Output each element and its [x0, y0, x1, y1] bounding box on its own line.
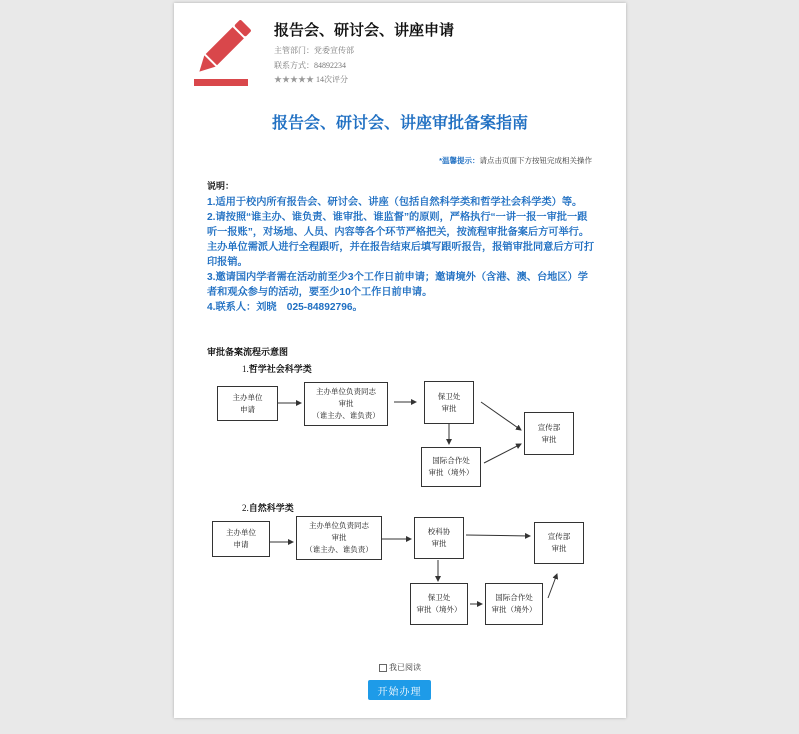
- start-button[interactable]: 开始办理: [368, 680, 431, 700]
- flow2-host-box: 主办单位负责同志 审批 （谁主办、谁负责）: [296, 516, 382, 560]
- rating-stars: ★★★★★: [274, 75, 314, 84]
- explain-item: 3.邀请国内学者需在活动前至少3个工作日前申请；邀请境外（含港、澳、台地区）学者和观众参与的活动，要至少10个工作日前申请。: [207, 272, 588, 298]
- tip-label: *温馨提示：: [439, 156, 480, 165]
- explain-item: 1.适用于校内所有报告会、研讨会、讲座（包括自然科学类和哲学社会科学类）等。: [207, 197, 583, 208]
- flow-heading: 审批备案流程示意图: [207, 347, 289, 357]
- flow2-security-box: 保卫处 审批（境外）: [410, 583, 468, 625]
- explain-label: 说明：: [207, 181, 235, 191]
- rating: [274, 74, 348, 85]
- section1-title: 1.哲学社会科学类: [242, 364, 312, 374]
- pencil-icon: [192, 13, 252, 88]
- explain-list: [207, 195, 597, 315]
- contact-text: 联系方式：84892234: [274, 61, 346, 70]
- flow2-propaganda-box: 宣传部 审批: [534, 522, 584, 564]
- agree-row[interactable]: [174, 662, 626, 673]
- explain-item: 4.联系人：刘晓 025-84892796。: [207, 302, 363, 313]
- rating-count: 14次评分: [316, 75, 348, 84]
- explain-item: 2.请按照“谁主办、谁负责、谁审批、谁监督”的原则，严格执行“一讲一报一审批一跟听一报账”，对场地、人员、内容等各个环节严格把关，按流程审批备案后方可举行。主办单位需派人进行全程跟听，并在报告结束后填写跟听报告，报销审批同意后方可打印报销。: [207, 212, 595, 268]
- flow1-applicant-box: 主办单位 申请: [217, 386, 278, 421]
- flow1-propaganda-box: 宣传部 审批: [524, 412, 574, 455]
- section2-title: 2.自然科学类: [242, 503, 294, 513]
- flow1-host-box: 主办单位负责同志 审批 （谁主办、谁负责）: [304, 382, 388, 426]
- flow1-intl-box: 国际合作处 审批（境外）: [421, 447, 481, 487]
- flow2-intl-box: 国际合作处 审批（境外）: [485, 583, 543, 625]
- guide-page: [174, 3, 626, 718]
- agree-checkbox[interactable]: [379, 664, 387, 672]
- tip-text: 请点击页面下方按钮完成相关操作: [479, 156, 592, 165]
- app-title: 报告会、研讨会、讲座申请: [274, 22, 455, 39]
- guide-title: 报告会、研讨会、讲座审批备案指南: [271, 115, 528, 132]
- tip: [439, 155, 592, 166]
- agree-label: 我已阅读: [389, 663, 421, 672]
- department-text: 主管部门：党委宣传部: [274, 46, 354, 55]
- flow2-science-box: 校科协 审批: [414, 517, 464, 559]
- flow1-security-box: 保卫处 审批: [424, 381, 474, 424]
- flow2-applicant-box: 主办单位 申请: [212, 521, 270, 557]
